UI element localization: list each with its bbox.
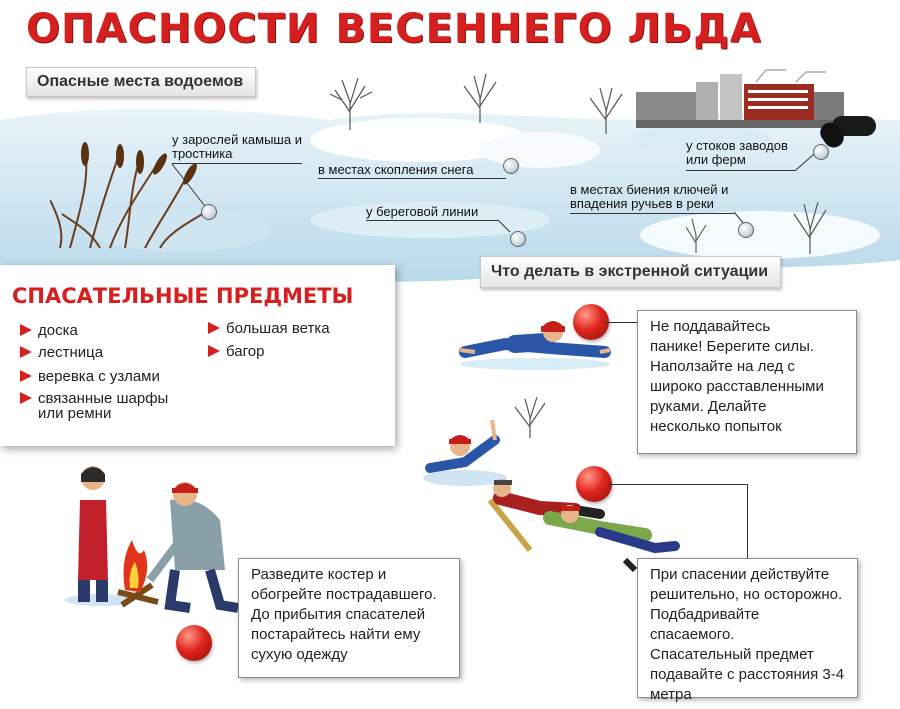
tip-line: Разведите костер и <box>251 566 387 583</box>
arrow-icon <box>208 345 220 357</box>
tip-box-1 <box>637 310 857 454</box>
label-factories-line2: или ферм <box>686 152 746 167</box>
marker-reeds <box>201 204 217 220</box>
tip-line: подавайте с расстояния 3-4 <box>650 666 845 683</box>
label-reeds-line1: у зарослей камыша и <box>172 132 302 147</box>
arrow-icon <box>208 322 220 334</box>
label-springs-line2: впадения ручьев в реки <box>570 196 714 211</box>
tip-connector-2 <box>608 484 748 485</box>
page-title: ОПАСНОСТИ ВЕСЕННЕГО ЛЬДА <box>26 6 762 52</box>
marker-springs <box>738 222 754 238</box>
tip-box-2 <box>637 558 858 703</box>
arrow-icon <box>20 392 32 404</box>
tip-connector-2-vertical <box>747 484 748 558</box>
tip-marker-3 <box>176 625 212 661</box>
emergency-heading: Что делать в экстренной ситуации <box>480 256 781 288</box>
list-item <box>208 343 264 360</box>
tip-line: Спасательный предмет <box>650 646 814 663</box>
tip-line: широко расставленными <box>650 378 824 395</box>
label-reeds <box>172 133 302 161</box>
bare-bush-icon <box>320 72 380 132</box>
tip-line: решительно, но осторожно. <box>650 586 843 603</box>
tip-line: сухую одежду <box>251 646 348 663</box>
bare-bush-icon <box>780 196 840 256</box>
arrow-icon <box>20 346 32 358</box>
marker-factories <box>813 144 829 160</box>
tip-marker-1 <box>573 304 609 340</box>
tip-line: панике! Берегите силы. <box>650 338 815 355</box>
tip-line: постарайтесь найти ему <box>251 626 421 643</box>
label-snow: в местах скопления снега <box>318 162 474 177</box>
label-factories <box>686 139 788 167</box>
tip-connector-1 <box>605 322 638 323</box>
tip-line: руками. Делайте <box>650 398 767 415</box>
callout-line-shore <box>366 220 498 221</box>
list-item <box>208 320 330 337</box>
label-shore: у береговой линии <box>366 204 479 219</box>
tip-line: метра <box>650 686 692 703</box>
callout-line-springs <box>570 213 734 214</box>
marker-snow <box>503 158 519 174</box>
bare-bush-icon <box>505 395 555 440</box>
list-item-label: связанные шарфы <box>38 390 169 407</box>
bare-bush-icon <box>578 84 634 136</box>
label-springs <box>570 183 728 211</box>
tip-line: обогрейте пострадавшего. <box>251 586 437 603</box>
list-item-label: багор <box>226 343 265 360</box>
tip-box-3 <box>238 558 460 678</box>
label-reeds-line2: тростника <box>172 146 233 161</box>
tip-line: несколько попыток <box>650 418 782 435</box>
list-item-label: большая ветка <box>226 320 330 337</box>
rescue-items-heading: СПАСАТЕЛЬНЫЕ ПРЕДМЕТЫ <box>12 284 354 308</box>
tip-line: Наползайте на лед с <box>650 358 795 375</box>
arrow-icon <box>20 370 32 382</box>
bare-bush-icon <box>676 215 716 255</box>
list-item-label: лестница <box>38 344 104 361</box>
label-springs-line1: в местах биения ключей и <box>570 182 729 197</box>
tip-marker-2 <box>576 466 612 502</box>
arrow-icon <box>20 324 32 336</box>
callout-line-factories <box>686 170 796 171</box>
label-factories-line1: у стоков заводов <box>686 138 788 153</box>
list-item-label: доска <box>38 322 78 339</box>
marker-shore <box>510 231 526 247</box>
tip-line: До прибытия спасателей <box>251 606 426 623</box>
list-item <box>20 368 160 385</box>
bare-bush-icon <box>450 70 510 125</box>
rescue-items-list <box>20 318 380 428</box>
list-item-continuation: или ремни <box>38 405 112 422</box>
campfire-scene-illustration <box>60 460 240 625</box>
list-item <box>20 322 78 339</box>
list-item <box>20 344 103 361</box>
tip-line: Не поддавайтесь <box>650 318 771 335</box>
callout-line-snow <box>318 178 506 179</box>
tip-line: При спасении действуйте <box>650 566 830 583</box>
list-item-label: веревка с узлами <box>38 368 160 385</box>
dangerous-places-heading: Опасные места водоемов <box>26 67 256 97</box>
tip-line: Подбадривайте спасаемого. <box>650 606 760 643</box>
